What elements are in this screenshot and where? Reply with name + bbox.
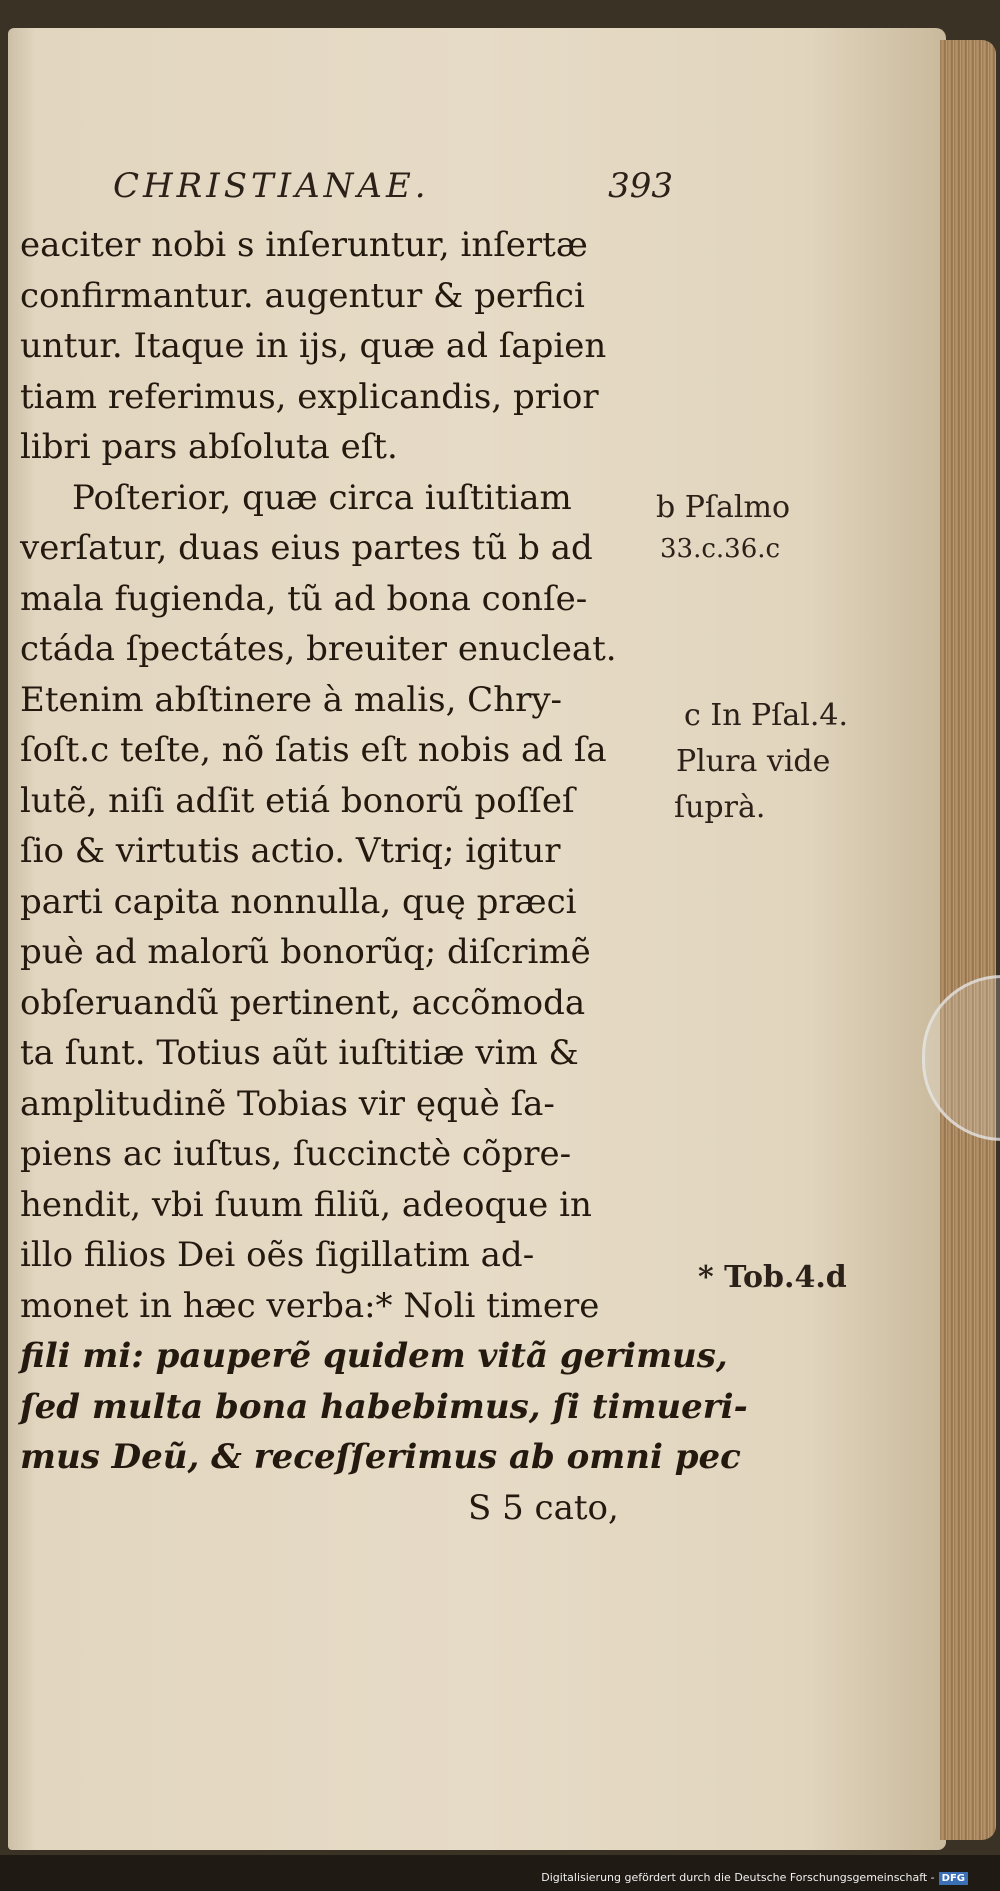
- text-line: confirmantur. augentur & perfici: [20, 275, 585, 316]
- marginal-note: c In Pſal.4.: [684, 698, 848, 733]
- text-line: Poſterior, quæ circa iuſtitiam: [72, 477, 572, 518]
- quotation-line: mus Deũ, & receſſerimus ab omni pec: [20, 1437, 741, 1477]
- book-page: [8, 28, 946, 1850]
- text-line: amplitudinẽ Tobias vir ęquè ſa-: [20, 1083, 555, 1124]
- text-line: ſio & virtutis actio. Vtriq; igitur: [20, 831, 561, 871]
- text-line: Etenim abſtinere à malis, Chry-: [20, 679, 563, 720]
- digitization-credit: [541, 1871, 968, 1885]
- text-line: puè ad malorũ bonorũq; diſcrimẽ: [20, 932, 591, 972]
- text-line: ctáda ſpectátes, breuiter enucleat.: [20, 629, 617, 669]
- page-number: 393: [608, 166, 673, 206]
- text-line: lutẽ, niſi adſit etiá bonorũ poſſeſ: [20, 780, 575, 821]
- marginal-note: * Tob.4.d: [698, 1260, 847, 1295]
- signature-catchword-line: S 5 cato,: [468, 1487, 619, 1528]
- marginal-note: 33.c.36.c: [660, 534, 781, 564]
- text-line: ta ſunt. Totius aũt iuſtitiæ vim &: [20, 1033, 579, 1073]
- running-head: CHRISTIANAE.: [113, 166, 430, 206]
- dfg-logo: DFG: [939, 1872, 968, 1885]
- text-line: parti capita nonnulla, quę præci: [20, 881, 577, 922]
- text-line: piens ac iuſtus, ſuccinctè cõpre-: [20, 1134, 572, 1174]
- quotation-line: ſed multa bona habebimus, ſi timueri-: [20, 1386, 748, 1427]
- marginal-note: Plura vide: [676, 744, 831, 779]
- text-line: eaciter nobi s inſeruntur, inſertæ: [20, 225, 588, 265]
- marginal-note: ſuprà.: [674, 790, 766, 825]
- text-line: illo filios Dei oẽs ſigillatim ad-: [20, 1235, 535, 1275]
- book-fore-edge: [940, 40, 996, 1840]
- text-line: untur. Itaque in ijs, quæ ad ſapien: [20, 326, 607, 366]
- text-line: tiam referimus, explicandis, prior: [20, 376, 599, 417]
- text-line: ſoſt.c teſte, nõ ſatis eſt nobis ad ſa: [20, 730, 607, 770]
- text-line: mala fugienda, tũ ad bona conſe-: [20, 578, 588, 619]
- page-header: [113, 166, 673, 216]
- text-line: hendit, vbi ſuum filiũ, adeoque in: [20, 1184, 592, 1225]
- text-line: verſatur, duas eius partes tũ b ad: [20, 528, 593, 568]
- text-line: obſeruandũ pertinent, accõmoda: [20, 982, 586, 1023]
- marginal-note: b Pſalmo: [656, 490, 791, 525]
- text-line: monet in hæc verba:* Noli timere: [20, 1285, 600, 1326]
- quotation-line: fili mi: pauperẽ quidem vitã gerimus,: [20, 1336, 728, 1376]
- credit-text: Digitalisierung gefördert durch die Deutsche Forschungsgemeinschaft -: [541, 1871, 935, 1884]
- footer-strip: [0, 1855, 1000, 1891]
- text-line: libri pars abſoluta eſt.: [20, 427, 398, 467]
